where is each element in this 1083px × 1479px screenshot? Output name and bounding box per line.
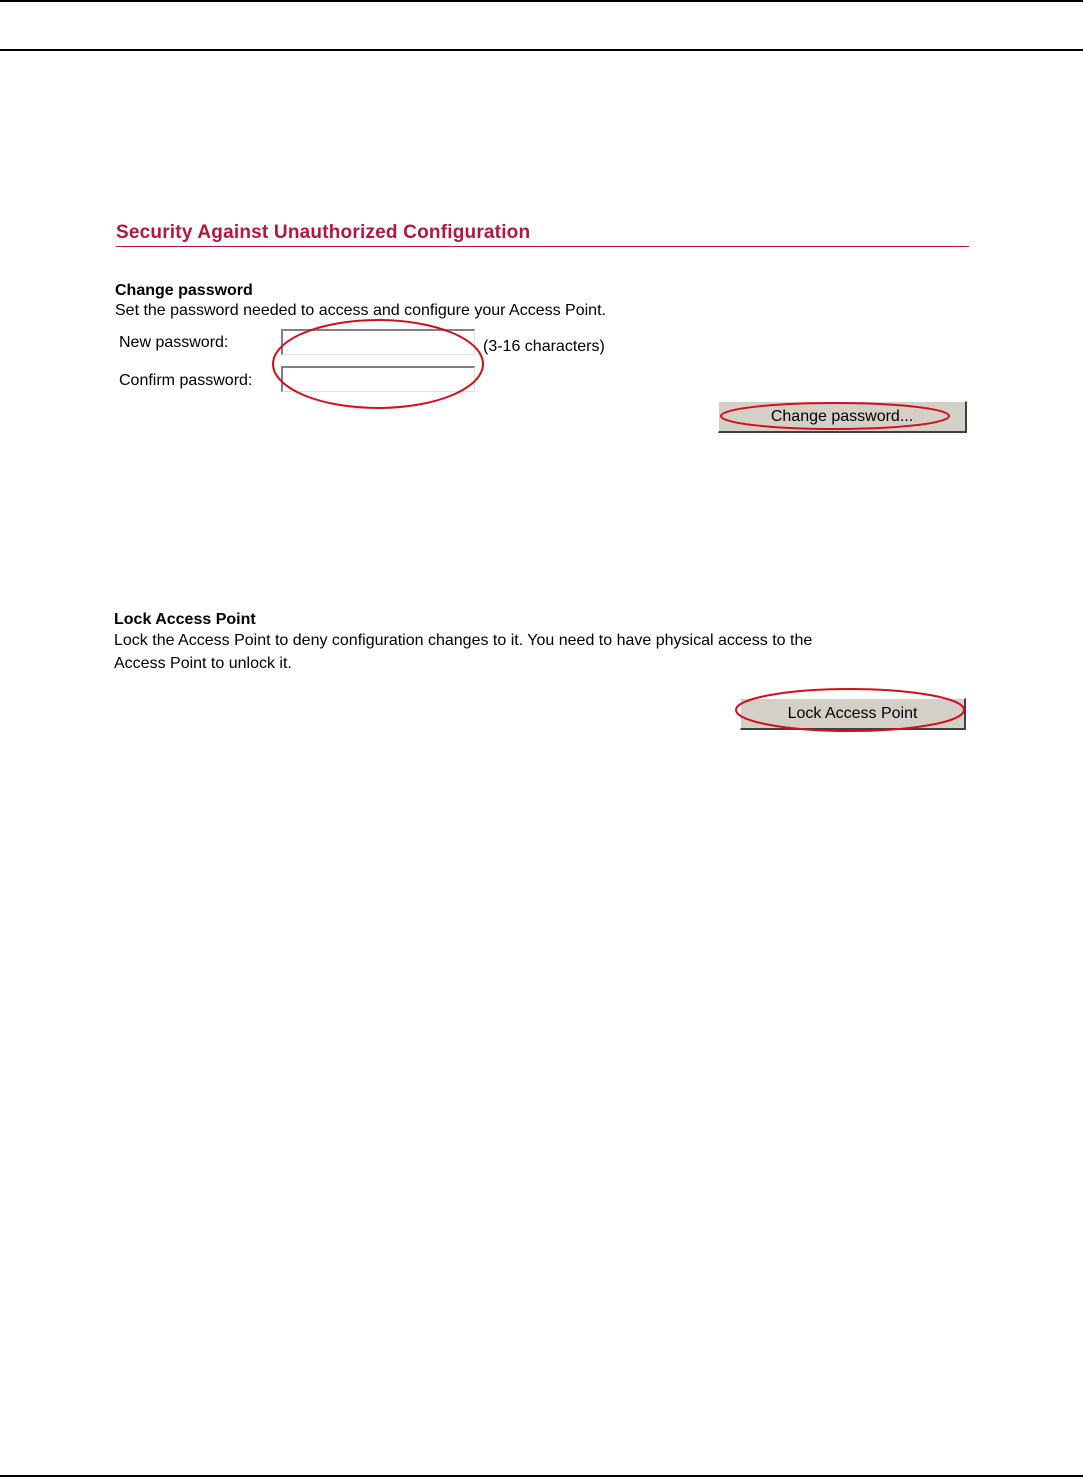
- page-header-rule: [0, 49, 1083, 51]
- page-bottom-rule: [0, 1475, 1083, 1477]
- lock-description-line2: Access Point to unlock it.: [114, 655, 292, 672]
- confirm-password-label: Confirm password:: [119, 372, 253, 389]
- section-title: Security Against Unauthorized Configuration: [116, 222, 969, 247]
- lock-access-point-button[interactable]: Lock Access Point: [740, 698, 966, 730]
- change-password-button[interactable]: Change password...: [718, 401, 967, 433]
- lock-description-line1: Lock the Access Point to deny configuration changes to it. You need to have physical access to the: [114, 632, 813, 649]
- change-password-heading: Change password: [115, 282, 253, 299]
- page-top-rule: [0, 0, 1083, 2]
- password-length-hint: (3-16 characters): [483, 338, 605, 355]
- change-password-description: Set the password needed to access and configure your Access Point.: [115, 302, 606, 319]
- new-password-input[interactable]: [281, 329, 475, 355]
- lock-access-point-heading: Lock Access Point: [114, 611, 256, 628]
- new-password-label: New password:: [119, 334, 229, 351]
- confirm-password-input[interactable]: [281, 366, 475, 392]
